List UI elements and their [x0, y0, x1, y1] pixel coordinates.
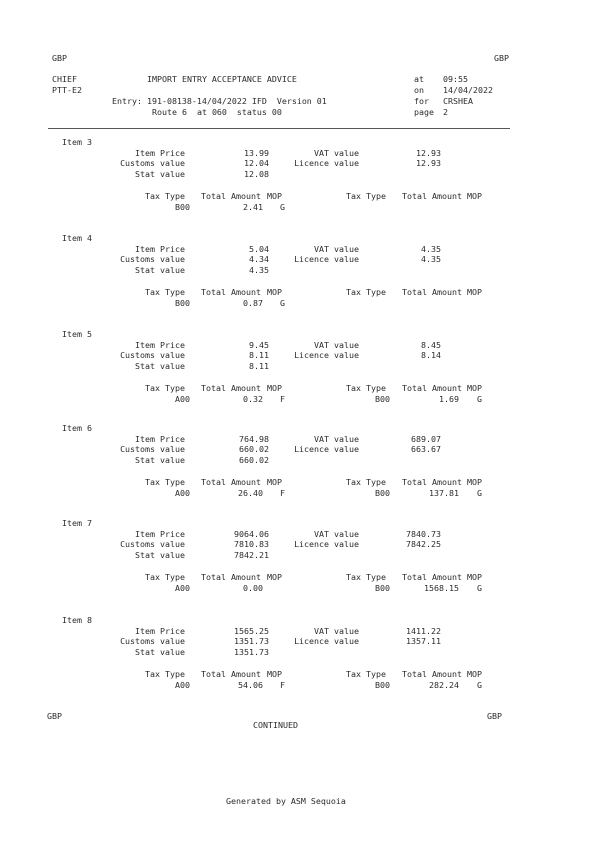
stat-value-value: 12.08: [244, 169, 269, 179]
vat-value-label: VAT value: [314, 529, 359, 539]
licence-value-label: Licence value: [294, 539, 359, 549]
vat-value-label: VAT value: [314, 434, 359, 444]
header-org: CHIEF: [52, 74, 77, 84]
item-label: Item 8: [62, 615, 92, 625]
item-price-value: 1565.25: [234, 626, 269, 636]
stat-value-label: Stat value: [135, 647, 185, 657]
header-currency-right: GBP: [494, 53, 509, 63]
header-currency-left: GBP: [52, 53, 67, 63]
total-amount-header-left: Total Amount: [201, 191, 261, 201]
customs-value-label: Customs value: [120, 636, 185, 646]
licence-value-value: 663.67: [411, 444, 441, 454]
tax-mop-right: G: [477, 680, 482, 690]
stat-value-label: Stat value: [135, 169, 185, 179]
tax-type-header-right: Tax Type: [346, 191, 386, 201]
tax-type-header-left: Tax Type: [145, 191, 185, 201]
item-label: Item 3: [62, 137, 92, 147]
item-block: [0, 519, 595, 599]
mop-header-left: MOP: [267, 669, 282, 679]
tax-mop-left: F: [280, 680, 285, 690]
vat-value-value: 1411.22: [406, 626, 441, 636]
vat-value-label: VAT value: [314, 244, 359, 254]
mop-header-left: MOP: [267, 477, 282, 487]
tax-mop-right: G: [477, 394, 482, 404]
licence-value-value: 8.14: [421, 350, 441, 360]
customs-value-label: Customs value: [120, 254, 185, 264]
item-label: Item 4: [62, 233, 92, 243]
tax-amount-right: 1.69: [439, 394, 459, 404]
route-status: Route 6 at 060 status 00: [152, 107, 282, 117]
mop-header-right: MOP: [467, 477, 482, 487]
tax-type-left: A00: [175, 583, 190, 593]
item-label: Item 7: [62, 518, 92, 528]
tax-type-header-right: Tax Type: [346, 477, 386, 487]
total-amount-header-left: Total Amount: [201, 477, 261, 487]
tax-amount-left: 0.00: [243, 583, 263, 593]
tax-type-left: A00: [175, 488, 190, 498]
stat-value-label: Stat value: [135, 550, 185, 560]
licence-value-label: Licence value: [294, 444, 359, 454]
stat-value-label: Stat value: [135, 455, 185, 465]
tax-mop-left: G: [280, 202, 285, 212]
item-price-value: 5.04: [249, 244, 269, 254]
tax-amount-left: 0.32: [243, 394, 263, 404]
total-amount-header-right: Total Amount: [402, 287, 462, 297]
total-amount-header-right: Total Amount: [402, 383, 462, 393]
tax-type-header-left: Tax Type: [145, 669, 185, 679]
entry-reference: Entry: 191-08138-14/04/2022 IFD Version 01: [112, 96, 327, 106]
stat-value-value: 4.35: [249, 265, 269, 275]
tax-type-header-right: Tax Type: [346, 572, 386, 582]
item-label: Item 5: [62, 329, 92, 339]
licence-value-label: Licence value: [294, 254, 359, 264]
page-label: page: [414, 107, 434, 117]
vat-value-label: VAT value: [314, 148, 359, 158]
tax-amount-left: 2.41: [243, 202, 263, 212]
mop-header-right: MOP: [467, 572, 482, 582]
mop-header-right: MOP: [467, 287, 482, 297]
vat-value-label: VAT value: [314, 626, 359, 636]
header-divider: [48, 128, 510, 129]
vat-value-value: 4.35: [421, 244, 441, 254]
tax-mop-right: G: [477, 488, 482, 498]
stat-value-value: 660.02: [239, 455, 269, 465]
tax-type-header-left: Tax Type: [145, 572, 185, 582]
item-price-label: Item Price: [135, 434, 185, 444]
customs-value-label: Customs value: [120, 444, 185, 454]
stat-value-label: Stat value: [135, 361, 185, 371]
total-amount-header-left: Total Amount: [201, 572, 261, 582]
item-price-value: 764.98: [239, 434, 269, 444]
item-block: [0, 330, 595, 410]
vat-value-label: VAT value: [314, 340, 359, 350]
customs-value-label: Customs value: [120, 158, 185, 168]
total-amount-header-left: Total Amount: [201, 383, 261, 393]
mop-header-left: MOP: [267, 287, 282, 297]
item-price-value: 9.45: [249, 340, 269, 350]
item-label: Item 6: [62, 423, 92, 433]
licence-value-label: Licence value: [294, 350, 359, 360]
item-price-value: 13.99: [244, 148, 269, 158]
tax-type-header-right: Tax Type: [346, 669, 386, 679]
tax-amount-right: 137.81: [429, 488, 459, 498]
mop-header-left: MOP: [267, 191, 282, 201]
tax-type-right: B00: [375, 583, 390, 593]
item-price-value: 9064.06: [234, 529, 269, 539]
mop-header-right: MOP: [467, 669, 482, 679]
licence-value-value: 12.93: [416, 158, 441, 168]
tax-type-right: B00: [375, 488, 390, 498]
customs-value-label: Customs value: [120, 350, 185, 360]
tax-amount-right: 282.24: [429, 680, 459, 690]
customs-value-value: 1351.73: [234, 636, 269, 646]
tax-type-header-left: Tax Type: [145, 477, 185, 487]
licence-value-value: 7842.25: [406, 539, 441, 549]
total-amount-header-right: Total Amount: [402, 669, 462, 679]
vat-value-value: 689.07: [411, 434, 441, 444]
tax-type-right: B00: [375, 680, 390, 690]
tax-type-left: A00: [175, 680, 190, 690]
generated-by: Generated by ASM Sequoia: [226, 796, 346, 806]
item-price-label: Item Price: [135, 244, 185, 254]
tax-type-right: B00: [375, 394, 390, 404]
user-value: CRSHEA: [443, 96, 473, 106]
page-number: 2: [443, 107, 448, 117]
tax-amount-left: 54.06: [238, 680, 263, 690]
item-price-label: Item Price: [135, 529, 185, 539]
mop-header-left: MOP: [267, 572, 282, 582]
date-label: on: [414, 85, 424, 95]
item-price-label: Item Price: [135, 340, 185, 350]
stat-value-label: Stat value: [135, 265, 185, 275]
tax-type-header-left: Tax Type: [145, 383, 185, 393]
stat-value-value: 7842.21: [234, 550, 269, 560]
tax-type-left: A00: [175, 394, 190, 404]
footer-currency-right: GBP: [487, 711, 502, 721]
customs-value-value: 8.11: [249, 350, 269, 360]
tax-type-header-right: Tax Type: [346, 287, 386, 297]
mop-header-right: MOP: [467, 383, 482, 393]
customs-value-value: 7810.83: [234, 539, 269, 549]
tax-type-left: B00: [175, 298, 190, 308]
total-amount-header-left: Total Amount: [201, 669, 261, 679]
time-value: 09:55: [443, 74, 468, 84]
customs-value-value: 12.04: [244, 158, 269, 168]
mop-header-left: MOP: [267, 383, 282, 393]
licence-value-value: 1357.11: [406, 636, 441, 646]
date-value: 14/04/2022: [443, 85, 493, 95]
vat-value-value: 7840.73: [406, 529, 441, 539]
document-title: IMPORT ENTRY ACCEPTANCE ADVICE: [147, 74, 297, 84]
continued-label: CONTINUED: [253, 720, 298, 730]
customs-value-value: 660.02: [239, 444, 269, 454]
user-label: for: [414, 96, 429, 106]
vat-value-value: 8.45: [421, 340, 441, 350]
tax-type-left: B00: [175, 202, 190, 212]
licence-value-label: Licence value: [294, 636, 359, 646]
item-block: [0, 234, 595, 314]
tax-type-header-left: Tax Type: [145, 287, 185, 297]
item-price-label: Item Price: [135, 626, 185, 636]
licence-value-value: 4.35: [421, 254, 441, 264]
customs-value-value: 4.34: [249, 254, 269, 264]
mop-header-right: MOP: [467, 191, 482, 201]
tax-amount-left: 0.87: [243, 298, 263, 308]
item-price-label: Item Price: [135, 148, 185, 158]
tax-type-header-right: Tax Type: [346, 383, 386, 393]
vat-value-value: 12.93: [416, 148, 441, 158]
item-block: [0, 616, 595, 696]
total-amount-header-right: Total Amount: [402, 477, 462, 487]
tax-mop-right: G: [477, 583, 482, 593]
tax-amount-right: 1568.15: [424, 583, 459, 593]
header-code: PTT-E2: [52, 85, 82, 95]
item-block: [0, 424, 595, 504]
tax-mop-left: F: [280, 488, 285, 498]
footer-currency-left: GBP: [47, 711, 62, 721]
item-block: [0, 138, 595, 218]
total-amount-header-left: Total Amount: [201, 287, 261, 297]
licence-value-label: Licence value: [294, 158, 359, 168]
tax-mop-left: F: [280, 394, 285, 404]
total-amount-header-right: Total Amount: [402, 191, 462, 201]
stat-value-value: 1351.73: [234, 647, 269, 657]
time-label: at: [414, 74, 424, 84]
total-amount-header-right: Total Amount: [402, 572, 462, 582]
stat-value-value: 8.11: [249, 361, 269, 371]
tax-amount-left: 26.40: [238, 488, 263, 498]
customs-value-label: Customs value: [120, 539, 185, 549]
tax-mop-left: G: [280, 298, 285, 308]
